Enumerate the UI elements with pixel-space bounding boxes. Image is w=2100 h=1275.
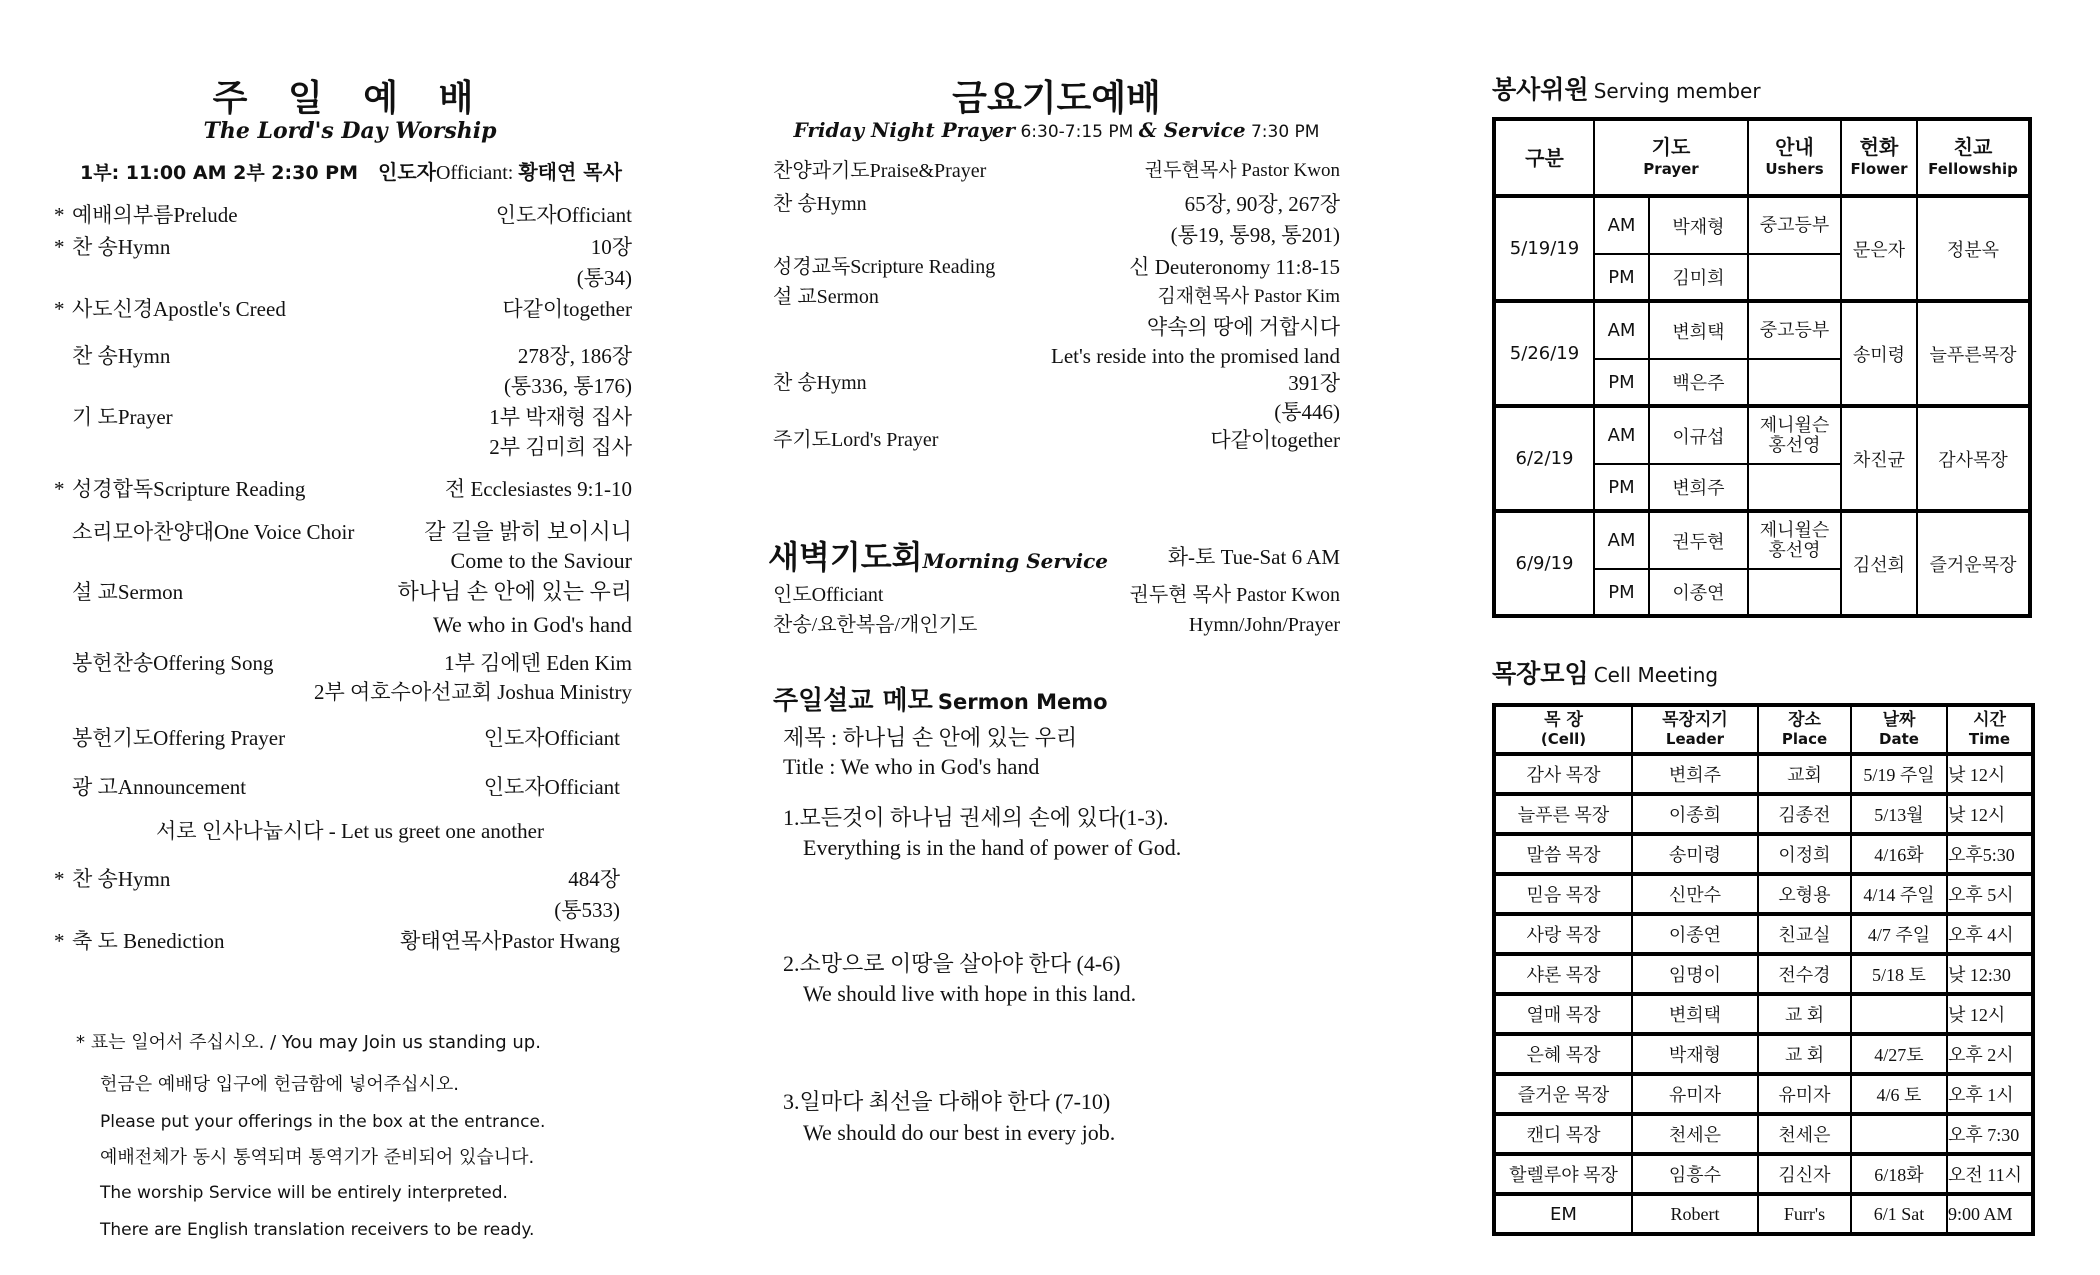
- cell-place: 친교실: [1758, 914, 1851, 954]
- memo-point-2-ko: 2.소망으로 이땅을 살아야 한다 (4-6): [783, 951, 1121, 976]
- prayer-pm: 이종연: [1649, 569, 1748, 616]
- am-label: AM: [1594, 511, 1649, 569]
- cell-leader: 임명이: [1632, 954, 1758, 994]
- friday-subtitle: [773, 118, 1340, 142]
- fellowship: 즐거운목장: [1917, 511, 2030, 616]
- cell-header-en: (Cell): [1540, 729, 1587, 748]
- sunday-title: 주 일 예 배: [212, 78, 488, 119]
- cell-header-ko: 목장지기: [1662, 709, 1728, 730]
- note-receivers: There are English translation receivers to be ready.: [100, 1220, 535, 1240]
- prayer-pm: 김미희: [1649, 254, 1748, 301]
- service-item-value: (통34): [576, 266, 632, 290]
- memo-subject-en: Title : We who in God's hand: [783, 754, 1040, 779]
- note-interpret-ko: 예배전체가 동시 통역되며 통역기가 준비되어 있습니다.: [100, 1147, 535, 1168]
- standing-marker: *: [54, 203, 65, 227]
- cell-row: [1494, 914, 2033, 954]
- memo-point-1-ko: 1.모든것이 하나님 권세의 손에 있다(1-3).: [783, 805, 1169, 830]
- service-item-label: 예배의부름Prelude: [72, 203, 238, 227]
- header-prayer-ko: 기도: [1651, 134, 1691, 159]
- morning-script: Morning Service: [922, 549, 1109, 573]
- cell-header-en: Leader: [1665, 729, 1725, 748]
- service-item-value: 2부 김미희 집사: [489, 435, 632, 459]
- friday-script-1: Friday Night Prayer: [793, 118, 1016, 142]
- cell-row: [1494, 1114, 2033, 1154]
- cell-header: [1851, 705, 1947, 754]
- cell-leader: 변희택: [1632, 994, 1758, 1034]
- serving-row-am: [1494, 301, 2030, 359]
- friday-script-2: & Service: [1138, 118, 1246, 142]
- cell-place: 유미자: [1758, 1074, 1851, 1114]
- serving-date: 5/19/19: [1494, 196, 1594, 301]
- service-item-value: 갈 길을 밝히 보이시니: [424, 519, 632, 544]
- serving-table: [1492, 117, 2032, 618]
- usher-am: 제니윌슨 홍선영: [1748, 511, 1841, 569]
- serving-heading: [1492, 70, 1761, 106]
- cell-name: 감사 목장: [1494, 754, 1632, 794]
- cell-heading: [1492, 654, 1718, 690]
- memo-heading: [773, 680, 1108, 717]
- service-item-value: 전 Ecclesiastes 9:1-10: [444, 477, 632, 501]
- serving-row-am: [1494, 196, 2030, 254]
- service-item-label: 광 고Announcement: [72, 775, 247, 799]
- am-label: AM: [1594, 301, 1649, 359]
- memo-subject-ko: 제목 : 하나님 손 안에 있는 우리: [783, 725, 1078, 750]
- cell-leader: 이종연: [1632, 914, 1758, 954]
- friday-item-value: 신 Deuteronomy 11:8-15: [1129, 255, 1340, 279]
- morning-program-label: 찬송/요한복음/개인기도: [773, 614, 978, 636]
- cell-row: [1494, 954, 2033, 994]
- cell-row: [1494, 994, 2033, 1034]
- cell-header: [1632, 705, 1758, 754]
- header-flower: [1841, 119, 1917, 196]
- cell-place: Furr's: [1758, 1194, 1851, 1234]
- cell-date: 6/18화: [1851, 1154, 1947, 1194]
- cell-time: 오후 2시: [1947, 1034, 2033, 1074]
- cell-date: [1851, 994, 1947, 1034]
- flower: 송미령: [1841, 301, 1917, 406]
- standing-marker: *: [54, 929, 65, 953]
- officiant-name: 황태연 목사: [518, 160, 622, 184]
- cell-time: 오후 7:30: [1947, 1114, 2033, 1154]
- cell-date: 4/16화: [1851, 834, 1947, 874]
- service-item-value: (통533): [554, 898, 620, 922]
- service-item-value: 인도자Officiant: [483, 726, 620, 750]
- service-item-value: 2부 여호수아선교회 Joshua Ministry: [313, 680, 632, 704]
- pm-label: PM: [1594, 464, 1649, 511]
- greeting: 서로 인사나눕시다 - Let us greet one another: [156, 819, 544, 843]
- friday-item-value: 약속의 땅에 거합시다: [1146, 315, 1340, 339]
- cell-name: EM: [1494, 1194, 1632, 1234]
- service-item-label: 사도신경Apostle's Creed: [72, 297, 286, 321]
- cell-row: [1494, 1074, 2033, 1114]
- service-item-value: 1부 박재형 집사: [489, 405, 632, 429]
- cell-name: 늘푸른 목장: [1494, 794, 1632, 834]
- cell-time: 낮 12:30: [1947, 954, 2033, 994]
- cell-leader: Robert: [1632, 1194, 1758, 1234]
- cell-name: 열매 목장: [1494, 994, 1632, 1034]
- service-item-value: 10장: [590, 235, 632, 259]
- cell-row: [1494, 754, 2033, 794]
- cell-row: [1494, 1154, 2033, 1194]
- usher-pm: [1748, 359, 1841, 406]
- cell-time: 오후5:30: [1947, 834, 2033, 874]
- prayer-am: 이규섭: [1649, 406, 1748, 464]
- prayer-am: 변희택: [1649, 301, 1748, 359]
- service-item-label: 봉헌찬송Offering Song: [72, 651, 274, 675]
- memo-title-en: Sermon Memo: [937, 690, 1108, 714]
- service-item-label: 봉헌기도Offering Prayer: [72, 726, 286, 750]
- cell-header-en: Time: [1968, 729, 2011, 748]
- standing-marker: *: [54, 477, 65, 501]
- cell-leader: 송미령: [1632, 834, 1758, 874]
- header-ushers: [1748, 119, 1841, 196]
- service-item-value: 인도자Officiant: [483, 775, 620, 799]
- cell-time: 오전 11시: [1947, 1154, 2033, 1194]
- note-offering-en: Please put your offerings in the box at the entrance.: [100, 1112, 546, 1132]
- am-label: AM: [1594, 196, 1649, 254]
- cell-row: [1494, 834, 2033, 874]
- standing-marker: *: [54, 235, 65, 259]
- friday-title: 금요기도예배: [952, 78, 1161, 119]
- cell-header-ko: 목 장: [1544, 709, 1583, 730]
- service-item-label: 성경합독Scripture Reading: [72, 477, 306, 501]
- cell-place: 교회: [1758, 754, 1851, 794]
- cell-time: 낮 12시: [1947, 794, 2033, 834]
- cell-place: 김종전: [1758, 794, 1851, 834]
- standing-marker: *: [54, 297, 65, 321]
- prayer-am: 박재형: [1649, 196, 1748, 254]
- cell-time: 9:00 AM: [1947, 1194, 2033, 1234]
- friday-item-value: (통19, 통98, 통201): [1170, 223, 1340, 247]
- service-item-label: 찬 송Hymn: [72, 867, 171, 891]
- cell-header-ko: 장소: [1788, 709, 1821, 730]
- cell-row: [1494, 874, 2033, 914]
- fellowship: 감사목장: [1917, 406, 2030, 511]
- cell-date: 4/6 토: [1851, 1074, 1947, 1114]
- officiant-ko: 인도자: [378, 160, 436, 184]
- friday-item-label: 주기도Lord's Prayer: [773, 429, 939, 451]
- cell-date: [1851, 1114, 1947, 1154]
- flower: 문은자: [1841, 196, 1917, 301]
- cell-place: 김신자: [1758, 1154, 1851, 1194]
- service-item-value: 황태연목사Pastor Hwang: [400, 929, 620, 953]
- memo-point-2-en: We should live with hope in this land.: [803, 981, 1137, 1006]
- header-flower-en: Flower: [1850, 159, 1908, 178]
- service-item-value: Come to the Saviour: [450, 548, 632, 573]
- service-item-value: We who in God's hand: [433, 612, 632, 637]
- cell-name: 캔디 목장: [1494, 1114, 1632, 1154]
- serving-header-row: [1494, 119, 2030, 196]
- service-item-label: 설 교Sermon: [72, 580, 184, 604]
- cell-header-ko: 시간: [1973, 709, 2006, 730]
- service-item-value: 하나님 손 안에 있는 우리: [397, 579, 632, 604]
- serving-row-am: [1494, 511, 2030, 569]
- cell-title-ko: 목장모임: [1492, 659, 1589, 688]
- cell-place: 오형용: [1758, 874, 1851, 914]
- morning-days: 화-토 Tue-Sat 6 AM: [1167, 545, 1340, 569]
- service-item-value: 다같이together: [502, 297, 632, 321]
- sunday-subtitle: The Lord's Day Worship: [203, 118, 497, 144]
- cell-place: 천세은: [1758, 1114, 1851, 1154]
- cell-name: 사랑 목장: [1494, 914, 1632, 954]
- prayer-am: 권두현: [1649, 511, 1748, 569]
- friday-item-value: 391장: [1288, 371, 1340, 395]
- usher-am: 중고등부: [1748, 301, 1841, 359]
- pm-label: PM: [1594, 359, 1649, 406]
- service-item-label: 기 도Prayer: [72, 405, 173, 429]
- serving-row-am: [1494, 406, 2030, 464]
- header-fellowship-ko: 친교: [1953, 134, 1993, 159]
- cell-name: 믿음 목장: [1494, 874, 1632, 914]
- friday-time-2: 7:30 PM: [1245, 122, 1320, 142]
- service-item-label: 소리모아찬양대One Voice Choir: [72, 520, 355, 544]
- am-label: AM: [1594, 406, 1649, 464]
- cell-place: 교 회: [1758, 1034, 1851, 1074]
- memo-point-3-ko: 3.일마다 최선을 다해야 한다 (7-10): [783, 1089, 1111, 1114]
- cell-date: 4/7 주일: [1851, 914, 1947, 954]
- flower: 김선희: [1841, 511, 1917, 616]
- friday-item-label: 설 교Sermon: [773, 286, 879, 308]
- cell-place: 이정희: [1758, 834, 1851, 874]
- serving-date: 6/9/19: [1494, 511, 1594, 616]
- cell-row: [1494, 1194, 2033, 1234]
- cell-leader: 임흥수: [1632, 1154, 1758, 1194]
- memo-point-1-en: Everything is in the hand of power of God.: [803, 835, 1182, 860]
- cell-header: [1758, 705, 1851, 754]
- usher-pm: [1748, 464, 1841, 511]
- cell-header-en: Place: [1781, 729, 1828, 748]
- cell-header: [1947, 705, 2033, 754]
- cell-date: 4/14 주일: [1851, 874, 1947, 914]
- cell-date: 5/18 토: [1851, 954, 1947, 994]
- cell-place: 전수경: [1758, 954, 1851, 994]
- friday-time-1: 6:30-7:15 PM: [1015, 122, 1139, 142]
- cell-date: 6/1 Sat: [1851, 1194, 1947, 1234]
- cell-header-en: Date: [1879, 729, 1919, 748]
- friday-item-value: 김재현목사 Pastor Kim: [1157, 286, 1340, 307]
- cell-name: 즐거운 목장: [1494, 1074, 1632, 1114]
- cell-name: 말씀 목장: [1494, 834, 1632, 874]
- cell-header: [1494, 705, 1632, 754]
- serving-title-en: Serving member: [1593, 79, 1761, 103]
- friday-item-label: 찬 송Hymn: [773, 193, 867, 215]
- morning-heading: [768, 532, 1108, 578]
- cell-leader: 신만수: [1632, 874, 1758, 914]
- friday-item-label: 성경교독Scripture Reading: [773, 256, 996, 278]
- note-offering-ko: 헌금은 예배당 입구에 헌금함에 넣어주십시오.: [100, 1074, 459, 1095]
- memo-title-ko: 주일설교 메모: [773, 686, 933, 716]
- serving-title-ko: 봉사위원: [1492, 75, 1589, 104]
- flower: 차진균: [1841, 406, 1917, 511]
- cell-time: 낮 12시: [1947, 994, 2033, 1034]
- morning-title: 새벽기도회: [768, 538, 923, 576]
- friday-item-label: 찬 송Hymn: [773, 372, 867, 394]
- service-item-label: 축 도 Benediction: [72, 929, 225, 953]
- cell-time: 오후 4시: [1947, 914, 2033, 954]
- cell-leader: 유미자: [1632, 1074, 1758, 1114]
- header-prayer-en: Prayer: [1643, 159, 1699, 178]
- cell-date: 5/19 주일: [1851, 754, 1947, 794]
- header-prayer: [1594, 119, 1748, 196]
- cell-date: 4/27토: [1851, 1034, 1947, 1074]
- morning-officiant-value: 권두현 목사 Pastor Kwon: [1129, 584, 1340, 606]
- cell-time: 낮 12시: [1947, 754, 2033, 794]
- cell-place: 교 회: [1758, 994, 1851, 1034]
- cell-title-en: Cell Meeting: [1593, 663, 1719, 687]
- cell-leader: 천세은: [1632, 1114, 1758, 1154]
- cell-row: [1494, 794, 2033, 834]
- service-item-label: 찬 송Hymn: [72, 235, 171, 259]
- fellowship: 늘푸른목장: [1917, 301, 2030, 406]
- usher-am: 제니윌슨 홍선영: [1748, 406, 1841, 464]
- serving-date: 5/26/19: [1494, 301, 1594, 406]
- friday-item-value: 65장, 90장, 267장: [1184, 192, 1340, 216]
- header-ushers-ko: 안내: [1775, 134, 1814, 159]
- morning-officiant-label: 인도Officiant: [773, 584, 884, 606]
- cell-name: 할렐루야 목장: [1494, 1154, 1632, 1194]
- usher-am: 중고등부: [1748, 196, 1841, 254]
- standing-marker: *: [54, 867, 65, 891]
- cell-date: 5/13월: [1851, 794, 1947, 834]
- service-item-value: 인도자Officiant: [495, 203, 632, 227]
- friday-item-value: 다같이together: [1210, 428, 1340, 452]
- note-interpret-en: The worship Service will be entirely interpreted.: [100, 1183, 508, 1203]
- cell-name: 은혜 목장: [1494, 1034, 1632, 1074]
- prayer-pm: 백은주: [1649, 359, 1748, 406]
- prayer-pm: 변희주: [1649, 464, 1748, 511]
- fellowship: 정분옥: [1917, 196, 2030, 301]
- friday-item-label: 찬양과기도Praise&Prayer: [773, 160, 987, 182]
- usher-pm: [1748, 569, 1841, 616]
- header-ushers-en: Ushers: [1765, 159, 1824, 178]
- note-standing: * 표는 일어서 주십시오. / You may Join us standing up.: [76, 1032, 541, 1053]
- usher-pm: [1748, 254, 1841, 301]
- friday-item-value: 권두현목사 Pastor Kwon: [1144, 160, 1340, 181]
- service-item-value: 278장, 186장: [517, 344, 632, 368]
- morning-program-value: Hymn/John/Prayer: [1188, 614, 1340, 636]
- header-fellowship-en: Fellowship: [1928, 159, 2018, 178]
- friday-item-value: Let's reside into the promised land: [1051, 344, 1340, 368]
- sunday-officiant: [378, 156, 622, 185]
- cell-leader: 변희주: [1632, 754, 1758, 794]
- sunday-times: 1부: 11:00 AM 2부 2:30 PM: [80, 162, 359, 184]
- service-item-value: (통336, 통176): [503, 374, 632, 398]
- pm-label: PM: [1594, 569, 1649, 616]
- friday-item-value: (통446): [1274, 400, 1340, 424]
- cell-header-row: [1494, 705, 2033, 754]
- service-item-value: 484장: [568, 867, 620, 891]
- service-item-value: 1부 김에덴 Eden Kim: [444, 651, 632, 675]
- serving-date: 6/2/19: [1494, 406, 1594, 511]
- officiant-en: Officiant:: [435, 162, 519, 184]
- header-fellowship: [1917, 119, 2030, 196]
- cell-leader: 박재형: [1632, 1034, 1758, 1074]
- cell-meeting-table: [1492, 703, 2035, 1236]
- service-item-label: 찬 송Hymn: [72, 344, 171, 368]
- cell-time: 오후 5시: [1947, 874, 2033, 914]
- cell-row: [1494, 1034, 2033, 1074]
- cell-header-ko: 날짜: [1882, 709, 1916, 730]
- memo-point-3-en: We should do our best in every job.: [803, 1120, 1116, 1145]
- pm-label: PM: [1594, 254, 1649, 301]
- header-date: 구분: [1494, 119, 1594, 196]
- cell-name: 샤론 목장: [1494, 954, 1632, 994]
- cell-leader: 이종희: [1632, 794, 1758, 834]
- cell-time: 오후 1시: [1947, 1074, 2033, 1114]
- header-flower-ko: 헌화: [1859, 134, 1899, 159]
